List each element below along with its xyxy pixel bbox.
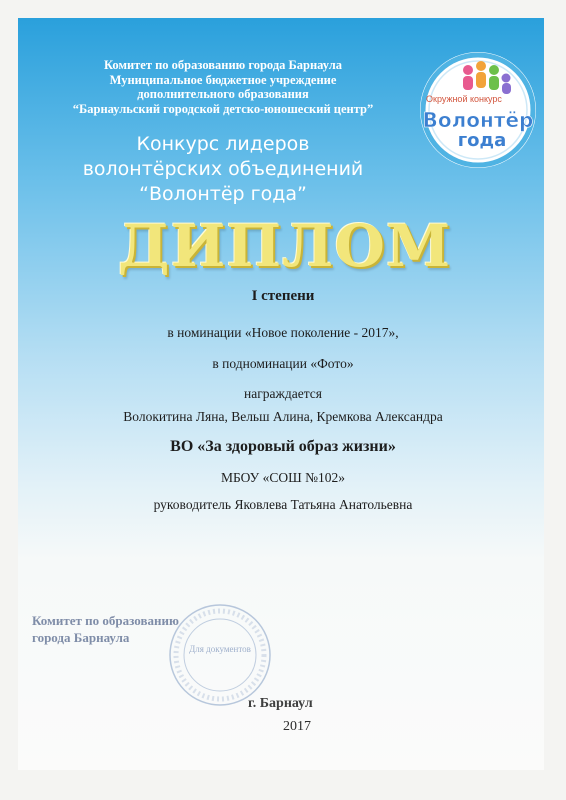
- contest-line-2: волонтёрских объединений: [82, 158, 364, 180]
- award-nomination: в номинации «Новое поколение - 2017»,: [167, 325, 399, 340]
- logo-main-line-1: Волонтёр: [422, 108, 534, 132]
- committee-line-2: города Барнаула: [32, 630, 130, 645]
- official-stamp: [165, 600, 275, 710]
- award-subnomination: в подноминации «Фото»: [212, 356, 354, 371]
- org-line-4: “Барнаульский городской детско-юношеский центр”: [72, 101, 374, 116]
- org-line-3: дополнительного образования: [137, 87, 309, 101]
- org-line-1: Комитет по образованию города Барнаула: [103, 58, 342, 72]
- logo-main-line-2: года: [457, 130, 507, 151]
- committee-line-1: Комитет по образованию: [32, 613, 179, 628]
- school-name: МБОУ «СОШ №102»: [221, 470, 345, 485]
- year: 2017: [283, 719, 311, 734]
- organization-header: [48, 58, 398, 116]
- leader-name: руководитель Яковлева Татьяна Анатольевна: [153, 497, 413, 512]
- contest-title: [58, 132, 388, 207]
- volunteer-of-year-logo: [416, 48, 540, 172]
- contest-line-1: Конкурс лидеров: [136, 133, 310, 155]
- org-line-2: Муниципальное бюджетное учреждение: [109, 72, 337, 87]
- committee-signature: [32, 612, 179, 646]
- award-degree: I степени: [251, 288, 315, 304]
- contest-line-3: “Волонтёр года”: [139, 183, 307, 205]
- team-name: ВО «За здоровый образ жизни»: [170, 438, 396, 455]
- diploma-title: ДИПЛОМ: [118, 212, 452, 280]
- city: г. Барнаул: [248, 696, 313, 711]
- awarded-label: награждается: [244, 386, 322, 401]
- logo-top-text: Окружной конкурс: [426, 94, 502, 104]
- participants: Волокитина Ляна, Вельш Алина, Кремкова Александра: [123, 409, 443, 424]
- stamp-text: Для документов: [189, 644, 251, 654]
